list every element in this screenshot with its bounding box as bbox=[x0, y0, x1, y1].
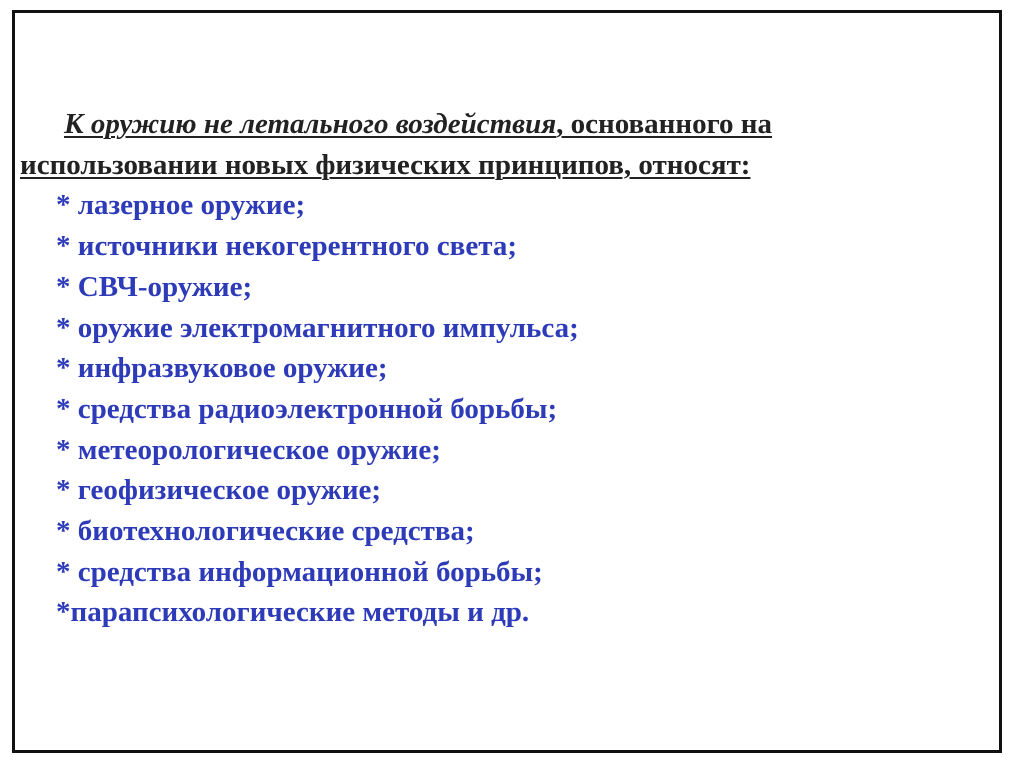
list-item: * метеорологическое оружие; bbox=[56, 433, 441, 466]
slide-content bbox=[20, 104, 980, 633]
list-item: * оружие электромагнитного импульса; bbox=[56, 311, 579, 344]
list-item: * биотехнологические средства; bbox=[56, 515, 475, 548]
list-item: * СВЧ-оружие; bbox=[56, 270, 253, 303]
intro-italic-phrase: К оружию не летального воздействия bbox=[64, 108, 557, 140]
intro-rest-line1: , основанного на bbox=[556, 108, 772, 140]
weapons-list bbox=[20, 185, 980, 633]
list-item: * средства радиоэлектронной борьбы; bbox=[56, 392, 558, 425]
list-item: * инфразвуковое оружие; bbox=[56, 352, 388, 385]
list-item: * средства информационной борьбы; bbox=[56, 555, 543, 588]
list-item: * лазерное оружие; bbox=[56, 189, 306, 222]
list-item: *парапсихологические методы и др. bbox=[56, 596, 530, 629]
list-item: * геофизическое оружие; bbox=[56, 474, 382, 507]
intro-paragraph bbox=[20, 104, 980, 185]
list-item: * источники некогерентного света; bbox=[56, 230, 517, 263]
intro-line2: использовании новых физических принципов, относят: bbox=[20, 148, 751, 181]
